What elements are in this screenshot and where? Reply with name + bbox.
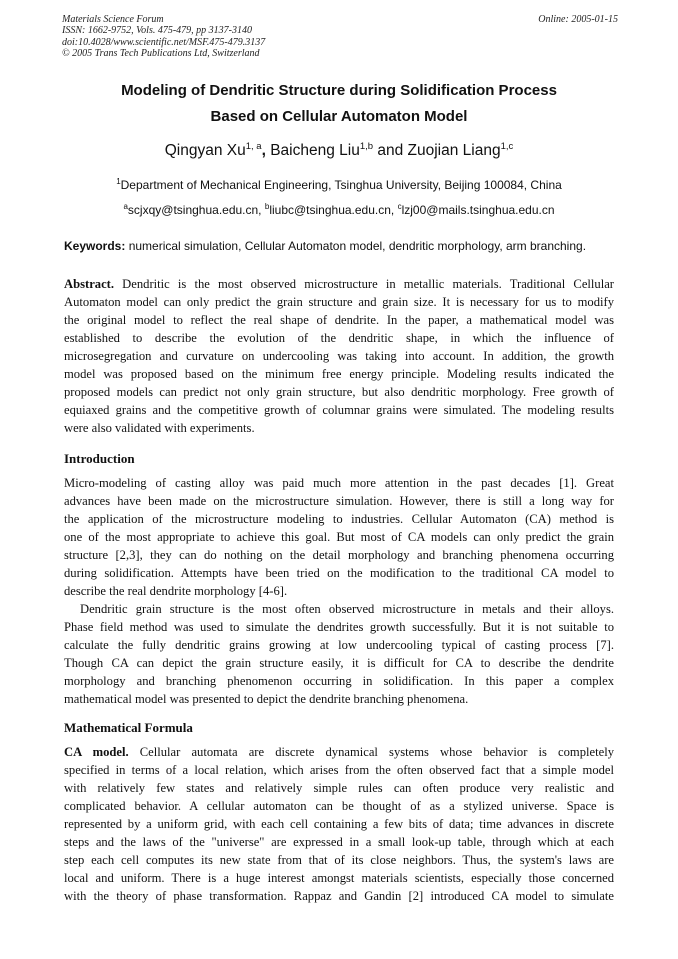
- author-separator: ,: [261, 142, 266, 159]
- ca-model-label: CA model.: [64, 745, 129, 759]
- abstract-label: Abstract.: [64, 277, 115, 291]
- ca-model-line: represented by a uniform grid, with each cell containing a few bits of data; time advances in discrete: [64, 817, 614, 831]
- email-address: liubc@tsinghua.edu.cn,: [269, 203, 395, 217]
- author-affil-sup: 1,b: [359, 141, 374, 152]
- affiliation-sup: 1: [116, 177, 121, 186]
- intro-line: the application of the microstructure modeling to industries. Cellular Automaton (CA) method is: [64, 512, 614, 526]
- ca-model-line: Cellular automata are discrete dynamical systems whose behavior is completely: [128, 745, 614, 759]
- intro-line: Dendritic grain structure is the most often observed microstructure in metals and their alloys.: [80, 602, 614, 616]
- abstract-line: model was proposed based on the minimum free energy principle. Modeling results indicated the: [64, 367, 614, 381]
- abstract-paragraph: [64, 275, 614, 437]
- introduction-paragraph-1: [64, 474, 614, 600]
- journal-header: [62, 14, 618, 60]
- journal-name: Materials Science Forum: [62, 14, 164, 25]
- abstract-line: established to describe the evolution of the dendritic shape, in which the influence of: [64, 331, 614, 345]
- email-sup: a: [123, 202, 128, 211]
- doi-line: doi:10.4028/www.scientific.net/MSF.475-479.3137: [62, 36, 266, 48]
- intro-line: calculate the fully dendritic grains growing at low undercooling typical of casting process [7].: [64, 638, 614, 652]
- abstract-line: the original model to reflect the real shape of dendrite. In the paper, a mathematical model was: [64, 313, 614, 327]
- email-sup: c: [397, 202, 402, 211]
- intro-line: one of the most appropriate to achieve this goal. But most of CA models can only predict the grain: [64, 530, 614, 544]
- keywords: [64, 239, 624, 253]
- ca-model-line: step each cell computes its new state from that of its close neighbors. Thus, the system's laws are: [64, 853, 614, 867]
- intro-line: mathematical model was presented to depict the dendrite branching phenomena.: [64, 692, 469, 706]
- copyright-line: © 2005 Trans Tech Publications Ltd, Switzerland: [62, 48, 260, 60]
- abstract-line: equiaxed grains and the competitive growth of columnar grains were simulated. The modeling results: [64, 403, 614, 417]
- intro-line: during solidification. Attempts have been tried on the modification to the traditional CA model to: [64, 566, 614, 580]
- intro-line: morphology and branching phenomenon occurring in solidification. In this paper a complex: [64, 674, 614, 688]
- intro-line: Though CA can depict the grain structure easily, it is difficult for CA to describe the dendrite: [64, 656, 614, 670]
- ca-model-line: complicated behavior. A cellular automaton can be thought of as a stylized universe. Space is: [64, 799, 614, 813]
- ca-model-line: with relatively few states and relatively simple rules can often produce very realistic and: [64, 781, 614, 795]
- email-address: lzj00@mails.tsinghua.edu.cn: [401, 203, 555, 217]
- ca-model-line: specified in terms of a local relation, which arises from the often observed fact that a simple model: [64, 763, 614, 777]
- issn-line: ISSN: 1662-9752, Vols. 475-479, pp 3137-3140: [62, 25, 252, 37]
- email-address: scjxqy@tsinghua.edu.cn,: [127, 203, 262, 217]
- email-sup: b: [264, 202, 270, 211]
- intro-line: structure [2,3], they can do nothing on the detail morphology and branching phenomena occurring: [64, 548, 614, 562]
- ca-model-line: with the theory of phase transformation. Rappaz and Gandin [2] introduced CA model to simulate: [64, 889, 614, 903]
- intro-line: advances have been made on the microstructure simulation. However, there is still a long way for: [64, 494, 614, 508]
- abstract-line: Automaton model can only predict the grain structure and grain size. It is necessary for us to modify: [64, 295, 614, 309]
- email-list: [40, 202, 638, 217]
- ca-model-line: local and uniform. There is a huge interest amongst materials scientists, especially those concerned: [64, 871, 614, 885]
- author-name: Qingyan Xu: [164, 142, 246, 159]
- abstract-line: Dendritic is the most observed microstructure in metallic materials. Traditional Cellular: [114, 277, 614, 291]
- section-heading-introduction: Introduction: [64, 451, 135, 466]
- keywords-label: Keywords:: [64, 239, 126, 253]
- author-list: [40, 141, 638, 160]
- author-affil-sup: 1, a: [245, 141, 262, 152]
- intro-line: Phase field method was used to simulate the dendrites growth successfully. But it is not suitable to: [64, 620, 614, 634]
- intro-line: describe the real dendrite morphology [4-6].: [64, 584, 288, 598]
- author-name: Zuojian Liang: [407, 142, 501, 159]
- paper-title-line-1: Modeling of Dendritic Structure during Solidification Process: [121, 82, 557, 99]
- author-separator: and: [377, 142, 404, 159]
- ca-model-line: steps and the laws of the "universe" are expressed in a small look-up table, through which at each: [64, 835, 614, 849]
- affiliation: [40, 177, 638, 192]
- affiliation-text: Department of Mechanical Engineering, Tsinghua University, Beijing 100084, China: [120, 178, 562, 192]
- abstract-line: microsegregation and curvature on undercooling was taking into account. In addition, the growth: [64, 349, 614, 363]
- paper-title-line-2: Based on Cellular Automaton Model: [210, 108, 468, 125]
- section-heading-mathematical-formula: Mathematical Formula: [64, 720, 193, 735]
- online-date: Online: 2005-01-15: [538, 14, 618, 25]
- abstract-line: were also validated with experiments.: [64, 421, 255, 435]
- author-affil-sup: 1,c: [500, 141, 514, 152]
- introduction-paragraph-2: [64, 600, 614, 708]
- abstract-line: proposed models can predict not only grain structure, but also dendritic morphology. Free growth of: [64, 385, 614, 399]
- author-name: Baicheng Liu: [270, 142, 360, 159]
- ca-model-paragraph: [64, 743, 614, 905]
- intro-line: Micro-modeling of casting alloy was paid much more attention in the past decades [1]. Great: [64, 476, 614, 490]
- keywords-text: numerical simulation, Cellular Automaton model, dendritic morphology, arm branching.: [128, 239, 587, 253]
